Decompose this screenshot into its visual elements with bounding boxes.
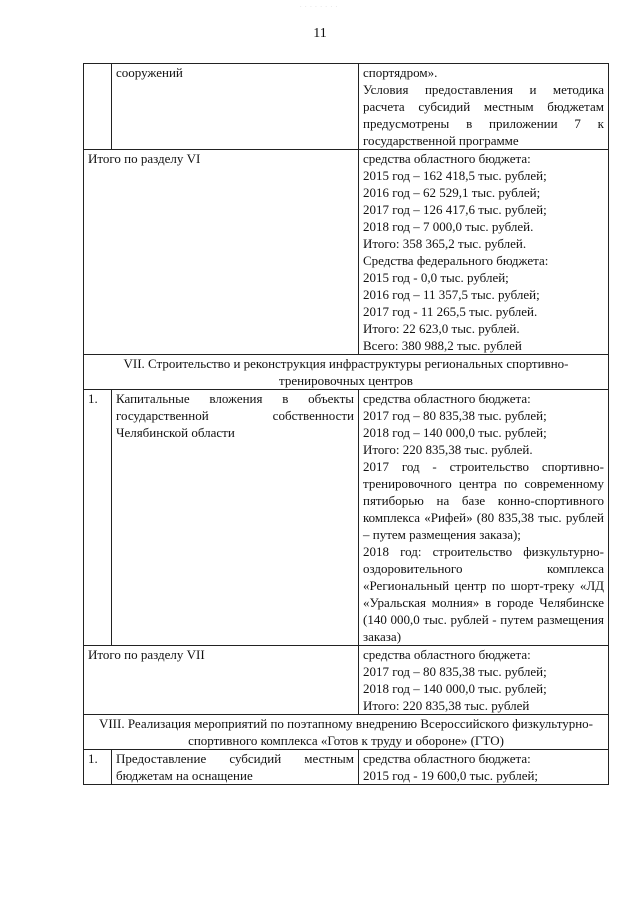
row-number: 1. bbox=[88, 751, 98, 766]
section-heading: VIII. Реализация мероприятий по поэтапному внедрению Всероссийского физкультурно-спортивного комплекса «Готов к труду и обороне» (ГТО) bbox=[84, 715, 609, 750]
funding-line: Итого: 22 623,0 тыс. рублей. bbox=[363, 321, 520, 336]
funding-text: Условия предоставления и методика расчета субсидий местным бюджетам предусмотрены в приложении 7 к государственной программе bbox=[363, 82, 604, 148]
row-number-cell bbox=[84, 64, 112, 150]
funding-text: 2017 год - строительство спортивно-тренировочного центра по современному пятиборью на базе конно-спортивного комплекса «Рифей» (80 835,38 тыс. рублей – путем размещения заказа); bbox=[363, 459, 604, 542]
measure-name-cell bbox=[112, 390, 359, 646]
funding-line: 2018 год – 140 000,0 тыс. рублей; bbox=[363, 681, 547, 696]
funding-line: Итого: 358 365,2 тыс. рублей. bbox=[363, 236, 527, 251]
funding-cell bbox=[359, 646, 609, 715]
funding-line: 2017 год – 126 417,6 тыс. рублей; bbox=[363, 202, 547, 217]
funding-cell bbox=[359, 150, 609, 355]
measure-name-cell bbox=[112, 64, 359, 150]
funding-line: средства областного бюджета: bbox=[363, 751, 531, 766]
funding-cell bbox=[359, 64, 609, 150]
page-number: 11 bbox=[313, 26, 327, 41]
total-label: Итого по разделу VII bbox=[88, 647, 205, 662]
table-row bbox=[84, 750, 609, 785]
funding-line: 2017 год - 11 265,5 тыс. рублей. bbox=[363, 304, 538, 319]
funding-line: 2018 год – 7 000,0 тыс. рублей. bbox=[363, 219, 534, 234]
funding-line: 2017 год – 80 835,38 тыс. рублей; bbox=[363, 664, 547, 679]
scan-header-noise: · · · · · · · · bbox=[300, 4, 339, 10]
funding-line: средства областного бюджета: bbox=[363, 391, 531, 406]
funding-line: Итого: 220 835,38 тыс. рублей bbox=[363, 698, 530, 713]
section-heading: VII. Строительство и реконструкция инфраструктуры региональных спортивно-тренировочных центров bbox=[84, 355, 609, 390]
funding-line: 2018 год – 140 000,0 тыс. рублей; bbox=[363, 425, 547, 440]
measure-name: Капитальные вложения в объекты государственной собственности Челябинской области bbox=[116, 391, 354, 440]
measure-name-cell bbox=[112, 750, 359, 785]
funding-line: средства областного бюджета: bbox=[363, 647, 531, 662]
funding-line: 2016 год – 62 529,1 тыс. рублей; bbox=[363, 185, 541, 200]
section-total-row bbox=[84, 646, 609, 715]
funding-cell bbox=[359, 390, 609, 646]
table-row bbox=[84, 64, 609, 150]
section-total-row bbox=[84, 150, 609, 355]
measure-name: сооружений bbox=[116, 65, 183, 80]
section-heading-row bbox=[84, 355, 609, 390]
total-label-cell bbox=[84, 646, 359, 715]
funding-line: 2015 год – 162 418,5 тыс. рублей; bbox=[363, 168, 547, 183]
program-table bbox=[83, 63, 609, 785]
funding-line: 2017 год – 80 835,38 тыс. рублей; bbox=[363, 408, 547, 423]
funding-line: 2015 год - 0,0 тыс. рублей; bbox=[363, 270, 509, 285]
funding-line: Всего: 380 988,2 тыс. рублей bbox=[363, 338, 522, 353]
row-number: 1. bbox=[88, 391, 98, 406]
funding-line: 2015 год - 19 600,0 тыс. рублей; bbox=[363, 768, 539, 783]
funding-cell bbox=[359, 750, 609, 785]
funding-text: 2018 год: строительство физкультурно-оздоровительного комплекса «Региональный центр по шорт-треку «ЛД «Уральская молния» в городе Челябинске (140 000,0 тыс. рублей - путем размещения заказа) bbox=[363, 544, 604, 644]
total-label: Итого по разделу VI bbox=[88, 151, 201, 166]
funding-line: Итого: 220 835,38 тыс. рублей. bbox=[363, 442, 533, 457]
funding-line: 2016 год – 11 357,5 тыс. рублей; bbox=[363, 287, 540, 302]
total-label-cell bbox=[84, 150, 359, 355]
measure-name: Предоставление субсидий местным бюджетам на оснащение bbox=[116, 751, 354, 783]
row-number-cell bbox=[84, 750, 112, 785]
funding-line: Средства федерального бюджета: bbox=[363, 253, 549, 268]
funding-line: спортядром». bbox=[363, 65, 438, 80]
row-number-cell bbox=[84, 390, 112, 646]
funding-line: средства областного бюджета: bbox=[363, 151, 531, 166]
table-row bbox=[84, 390, 609, 646]
section-heading-row bbox=[84, 715, 609, 750]
